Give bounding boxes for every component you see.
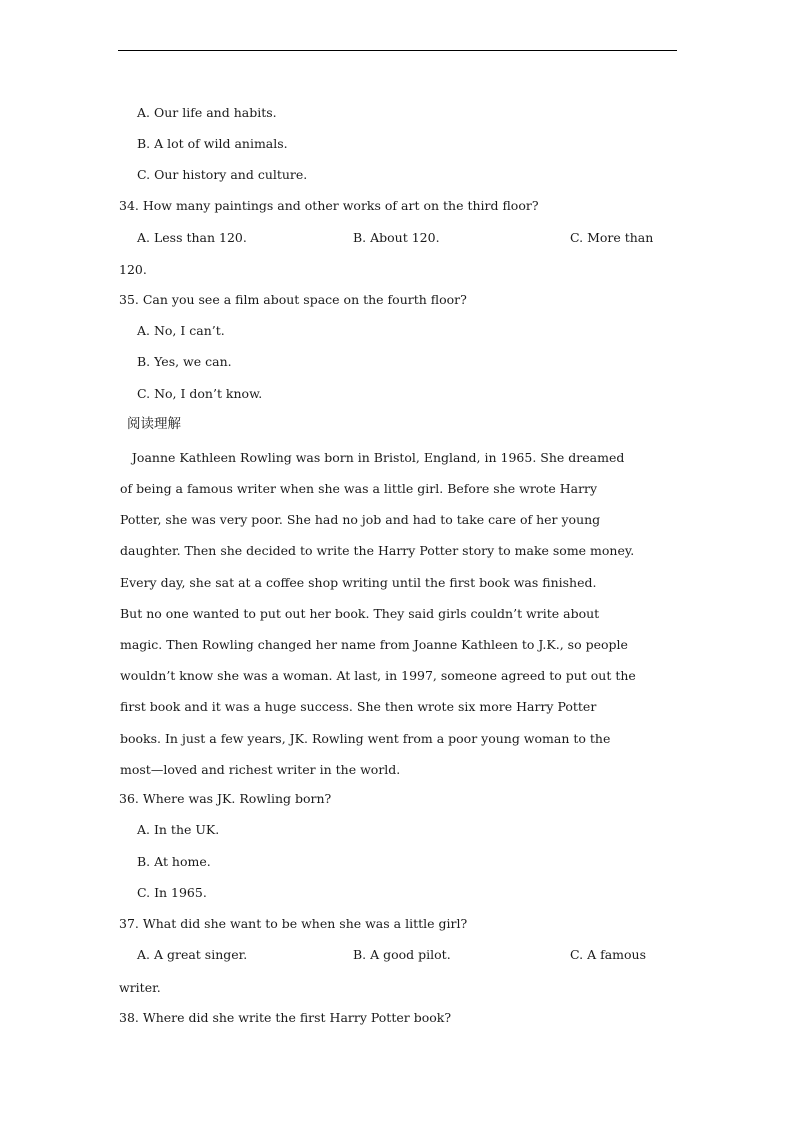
passage-line: most—loved and richest writer in the world. bbox=[120, 762, 401, 777]
q36-option-a: A. In the UK. bbox=[137, 822, 220, 837]
passage-line: wouldn’t know she was a woman. At last, in 1997, someone agreed to put out the bbox=[120, 668, 636, 683]
q36-question: 36. Where was JK. Rowling born? bbox=[119, 791, 332, 806]
passage-line: of being a famous writer when she was a little girl. Before she wrote Harry bbox=[120, 481, 598, 496]
passage-line: daughter. Then she decided to write the Harry Potter story to make some money. bbox=[120, 543, 635, 558]
q34-option-b: B. About 120. bbox=[353, 230, 440, 245]
q34-option-c: C. More than bbox=[570, 230, 654, 245]
q38-question: 38. Where did she write the first Harry Potter book? bbox=[119, 1010, 452, 1025]
passage-line: first book and it was a huge success. She then wrote six more Harry Potter bbox=[120, 699, 597, 714]
q33-option-a: A. Our life and habits. bbox=[137, 105, 277, 120]
passage-line: Potter, she was very poor. She had no job and had to take care of her young bbox=[120, 512, 601, 527]
q34-question: 34. How many paintings and other works of art on the third floor? bbox=[119, 198, 539, 213]
q34-option-c-continued: 120. bbox=[119, 262, 147, 277]
q33-option-b: B. A lot of wild animals. bbox=[137, 136, 288, 151]
passage-line: Every day, she sat at a coffee shop writing until the first book was finished. bbox=[120, 575, 597, 590]
q36-option-c: C. In 1965. bbox=[137, 885, 207, 900]
passage-line: Joanne Kathleen Rowling was born in Bristol, England, in 1965. She dreamed bbox=[120, 450, 625, 465]
passage-line: But no one wanted to put out her book. They said girls couldn’t write about bbox=[120, 606, 600, 621]
header-rule bbox=[118, 50, 677, 51]
passage-line: books. In just a few years, JK. Rowling went from a poor young woman to the bbox=[120, 731, 611, 746]
q35-option-a: A. No, I can’t. bbox=[137, 323, 225, 338]
q37-question: 37. What did she want to be when she was a little girl? bbox=[119, 916, 468, 931]
q35-question: 35. Can you see a film about space on the fourth floor? bbox=[119, 292, 467, 307]
q33-option-c: C. Our history and culture. bbox=[137, 167, 308, 182]
q37-option-c: C. A famous bbox=[570, 947, 646, 962]
q36-option-b: B. At home. bbox=[137, 854, 211, 869]
q35-option-c: C. No, I don’t know. bbox=[137, 386, 263, 401]
q34-option-a: A. Less than 120. bbox=[137, 230, 247, 245]
q35-option-b: B. Yes, we can. bbox=[137, 354, 232, 369]
q37-option-b: B. A good pilot. bbox=[353, 947, 451, 962]
section-heading: 阅读理解 bbox=[127, 416, 181, 432]
q37-option-a: A. A great singer. bbox=[137, 947, 248, 962]
passage-line: magic. Then Rowling changed her name from Joanne Kathleen to J.K., so people bbox=[120, 637, 628, 652]
q37-option-c-continued: writer. bbox=[119, 980, 161, 995]
